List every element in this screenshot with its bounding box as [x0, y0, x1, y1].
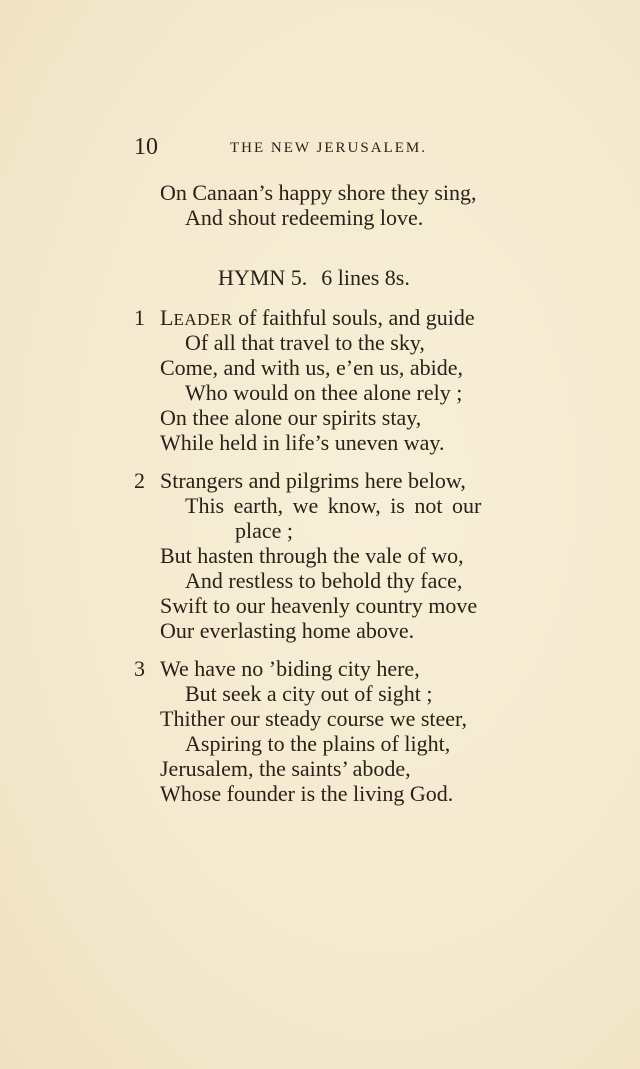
stanza-number: 3 [134, 656, 145, 681]
verse-line: Swift to our heavenly country move [160, 593, 478, 618]
carryover-line: On Canaan’s happy shore they sing, [160, 180, 477, 205]
verse-line: Jerusalem, the saints’ abode, [160, 756, 411, 781]
verse-line [160, 305, 475, 333]
hymn-meter: 6 lines 8s. [321, 265, 410, 290]
verse-line: Our everlasting home above. [160, 618, 415, 643]
initial-letter: L [160, 305, 174, 330]
running-title: THE NEW JERUSALEM. [230, 140, 427, 156]
hymn-heading [218, 265, 410, 291]
verse-line: place ; [235, 518, 294, 543]
verse-line: While held in life’s uneven way. [160, 430, 445, 455]
verse-line: Thither our steady course we steer, [160, 706, 468, 731]
page-number: 10 [134, 134, 158, 160]
stanza-number: 2 [134, 468, 145, 493]
verse-line: Who would on thee alone rely ; [185, 380, 463, 405]
verse-line-text: of faithful souls, and guide [232, 305, 475, 330]
verse-line: Aspiring to the plains of light, [185, 731, 451, 756]
hymn-title: HYMN 5. [218, 265, 308, 290]
stanza-number: 1 [134, 305, 145, 330]
verse-line: Strangers and pilgrims here below, [160, 468, 466, 493]
verse-line: Come, and with us, e’en us, abide, [160, 355, 464, 380]
verse-line: But seek a city out of sight ; [185, 681, 433, 706]
verse-line: On thee alone our spirits stay, [160, 405, 422, 430]
verse-line: This earth, we know, is not our [185, 493, 482, 518]
verse-line: Whose founder is the living God. [160, 781, 454, 806]
verse-line: And restless to behold thy face, [185, 568, 463, 593]
verse-line: Of all that travel to the sky, [185, 330, 425, 355]
small-caps-word: EADER [173, 310, 233, 329]
page-header [134, 134, 464, 162]
verse-line: We have no ’biding city here, [160, 656, 420, 681]
carryover-line: And shout redeeming love. [185, 205, 424, 230]
verse-line: But hasten through the vale of wo, [160, 543, 464, 568]
